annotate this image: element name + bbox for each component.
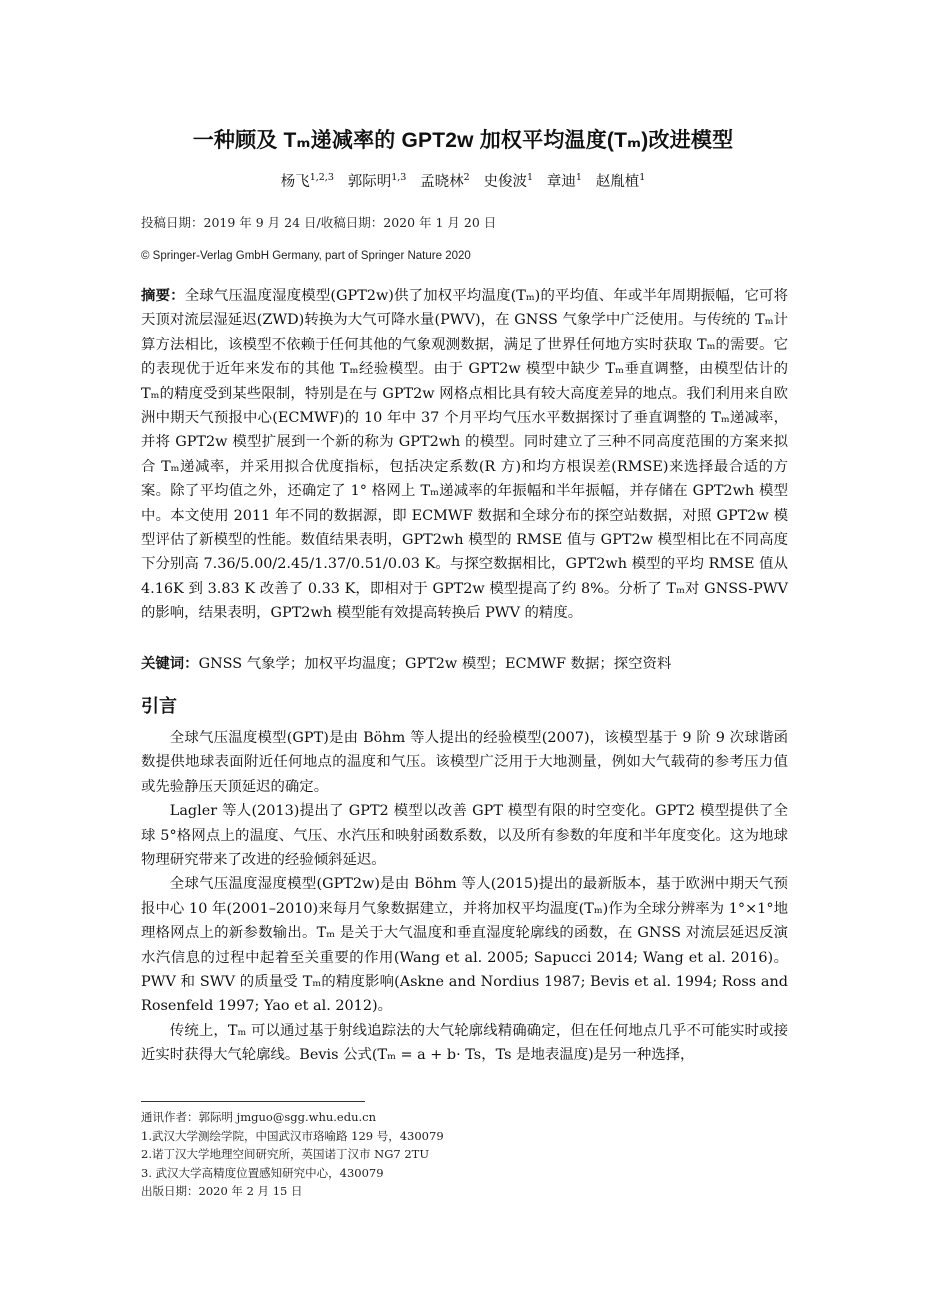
abstract-label: 摘要： (141, 288, 185, 304)
author-name: 章迪 (546, 174, 576, 190)
abstract-text: 全球气压温度湿度模型(GPT2w)供了加权平均温度(Tₘ)的平均值、年或半年周期振幅，它可将天顶对流层湿延迟(ZWD)转换为大气可降水量(PWV)，在 GNSS 气象学中广泛使用。与传统的 Tₘ计算方法相比，该模型不依赖于任何其他的气象观测数据，满足了世界任何地方实时获取 Tₘ的需要。它的表现优于近年来发布的其他 Tₘ经验模型。由于 GPT2w 模型中缺少 Tₘ垂直调整，由模型估计的 Tₘ的精度受到某些限制，特别是在与 GPT2w 网格点相比具有较大高度差异的地点。我们利用来自欧洲中期天气预报中心(ECMWF)的 10 年中 37 个月平均气压水平数据探讨了垂直调整的 Tₘ递减率，并将 GPT2w 模型扩展到一个新的称为 GPT2wh 的模型。同时建立了三种不同高度范围的方案来拟合 Tₘ递减率，并采用拟合优度指标，包括决定系数(R 方)和均方根误差(RMSE)来选择最合适的方案。除了平均值之外，还确定了 1° 格网上 Tₘ递减率的年振幅和半年振幅，并存储在 GPT2wh 模型中。本文使用 2011 年不同的数据源，即 ECMWF 数据和全球分布的探空站数据，对照 GPT2w 模型评估了新模型的性能。数值结果表明，GPT2wh 模型的 RMSE 值与 GPT2w 模型相比在不同高度下分别高 7.36/5.00/2.45/1.37/0.51/0.03 K。与探空数据相比，GPT2wh 模型的平均 RMSE 值从 4.16K 到 3.83 K 改善了 0.33 K，即相对于 GPT2w 模型提高了约 8%。分析了 Tₘ对 GNSS-PWV 的影响，结果表明，GPT2wh 模型能有效提高转换后 PWV 的精度。 (141, 288, 788, 622)
copyright-notice: © Springer-Verlag GmbH Germany, part of Springer Nature 2020 (141, 250, 471, 262)
keywords (141, 652, 788, 673)
author-name: 赵胤植 (595, 174, 640, 190)
correspondence-note: 通讯作者：郭际明 jmguo@sgg.whu.edu.cn (141, 1110, 376, 1124)
footnote-divider (141, 1101, 365, 1102)
affiliation-note: 3. 武汉大学高精度位置感知研究中心，430079 (141, 1165, 384, 1180)
paragraph: 传统上，Tₘ 可以通过基于射线追踪法的大气轮廓线精确确定，但在任何地点几乎不可能实时或接近实时获得大气轮廓线。Bevis 公式(Tₘ = a + b· Ts，Ts 是地表温度)是另一种选择， (141, 1022, 788, 1064)
abstract (141, 284, 788, 626)
paper-title: 一种顾及 Tₘ递减率的 GPT2w 加权平均温度(Tₘ)改进模型 (192, 129, 734, 152)
author-name: 史俊波 (483, 174, 528, 190)
author-name: 杨飞 (280, 174, 310, 190)
author-affiliation: 1,2,3 (309, 172, 334, 184)
affiliation-note: 1.武汉大学测绘学院，中国武汉市珞喻路 129 号，430079 (141, 1128, 444, 1143)
paragraph: 全球气压温度湿度模型(GPT2w)是由 Böhm 等人(2015)提出的最新版本，基于欧洲中期天气预报中心 10 年(2001–2010)来每月气象数据建立，并将加权平均温度(Tₘ)作为全球分辨率为 1°×1°地理格网点上的新参数输出。Tₘ 是关于大气温度和垂直湿度轮廓线的函数，在 GNSS 对流层延迟反演水汽信息的过程中起着至关重要的作用(Wang et al. 2005; Sapucci 2014; Wang et al. 2016)。PWV 和 SWV 的质量受 Tₘ的精度影响(Askne and Nordius 1987; Bevis et al. 1994; Ross and Rosenfeld 1997; Yao et al. 2012)。 (141, 876, 788, 1015)
footnotes (141, 1108, 444, 1201)
author-affiliation: 2 (463, 172, 470, 184)
keywords-label: 关键词： (141, 656, 199, 672)
author-name: 郭际明 (347, 174, 392, 190)
author-affiliation: 1 (639, 172, 646, 184)
author-affiliation: 1 (527, 172, 534, 184)
submission-dates: 投稿日期：2019 年 9 月 24 日/收稿日期：2020 年 1 月 20 日 (141, 215, 497, 230)
author-affiliation: 1,3 (391, 172, 407, 184)
author-list (0, 170, 926, 191)
author-name: 孟晓林 (420, 174, 464, 190)
paragraph: Lagler 等人(2013)提出了 GPT2 模型以改善 GPT 模型有限的时空变化。GPT2 模型提供了全球 5°格网点上的温度、气压、水汽压和映射函数系数，以及所有参数的年度和半年度变化。这为地球物理研究带来了改进的经验倾斜延迟。 (141, 803, 788, 869)
section-heading-introduction: 引言 (141, 696, 177, 717)
publication-date: 出版日期：2020 年 2 月 15 日 (141, 1184, 303, 1199)
paragraph: 全球气压温度模型(GPT)是由 Böhm 等人提出的经验模型(2007)，该模型基于 9 阶 9 次球谐函数提供地球表面附近任何地点的温度和气压。该模型广泛用于大地测量，例如大气载荷的参考压力值或先验静压天顶延迟的确定。 (141, 730, 788, 795)
keywords-text: GNSS 气象学；加权平均温度；GPT2w 模型；ECMWF 数据；探空资料 (198, 656, 672, 672)
author-affiliation: 1 (575, 172, 582, 184)
affiliation-note: 2.诺丁汉大学地理空间研究所，英国诺丁汉市 NG7 2TU (141, 1147, 430, 1162)
introduction-body (141, 726, 788, 1068)
